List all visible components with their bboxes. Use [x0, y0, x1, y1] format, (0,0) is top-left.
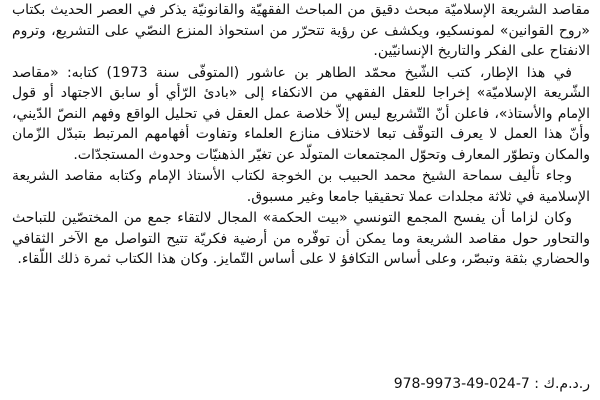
- paragraph-intro: مقاصد الشريعة الإسلاميّة مبحث دقيق من المباحث الفقهيّة والقانونيّة يذكر في العصر الحديث بكتاب «روح القوانين» لمونسكيو، ويكشف عن رؤية تتحرّر من استحواذ المنزع النصّي على التشريع، وتروم الانفتاح على الفكر والتاريخ الإنسانيّين.: [12, 2, 590, 59]
- paragraph-ibn-ashur: في هذا الإطار، كتب الشّيخ محمّد الطاهر بن عاشور (المتوفّى سنة 1973) كتابه: «مقاصد الشّريعة الإسلاميّة» إخراجا للعقل الفقهي من الانكفاء إلى «بادئ الرّأي أو سابق الاجتهاد أو قول الإمام والأستاذ»، فاعلن أنّ التّشريع ليس إلاّ خلاصة عمل العقل في تحليل الواقع وفهم النصّ الدّيني، وأنّ هذا العمل لا يعرف التوقّف تبعا لاختلاف منازع العلماء وتفاوت أفهامهم المرتبط بتبدّل الزّمان والمكان وتطوّر المعارف وتحوّل المجتمعات المتولّد عن تغيّر الذهنيّات وحدوث المستجدّات.: [12, 64, 590, 163]
- paragraph-ben-khouja: وجاء تأليف سماحة الشيخ محمد الحبيب بن الخوجة لكتاب الأستاذ الإمام وكتابه مقاصد الشريعة الإسلامية في ثلاثة مجلدات عملا تحقيقيا جامعا وغير مسبوق.: [12, 168, 590, 205]
- isbn-line: ر.د.م.ك : 7-024-49-9973-978: [393, 376, 590, 392]
- paragraph-beit-al-hikma: وكان لزاما أن يفسح المجمع التونسي «بيت الحكمة» المجال لالتقاء جمع من المختصّين للتباحث والتحاور حول مقاصد الشريعة وما يمكن أن توفّره من أرضية فكريّة تتيح التواصل مع الآخر الثقافي والحضاري بثقة وتبصّر، وعلى أساس التكافؤ لا على أساس التّمايز. وكان هذا الكتاب ثمرة ذلك اللّقاء.: [12, 210, 590, 267]
